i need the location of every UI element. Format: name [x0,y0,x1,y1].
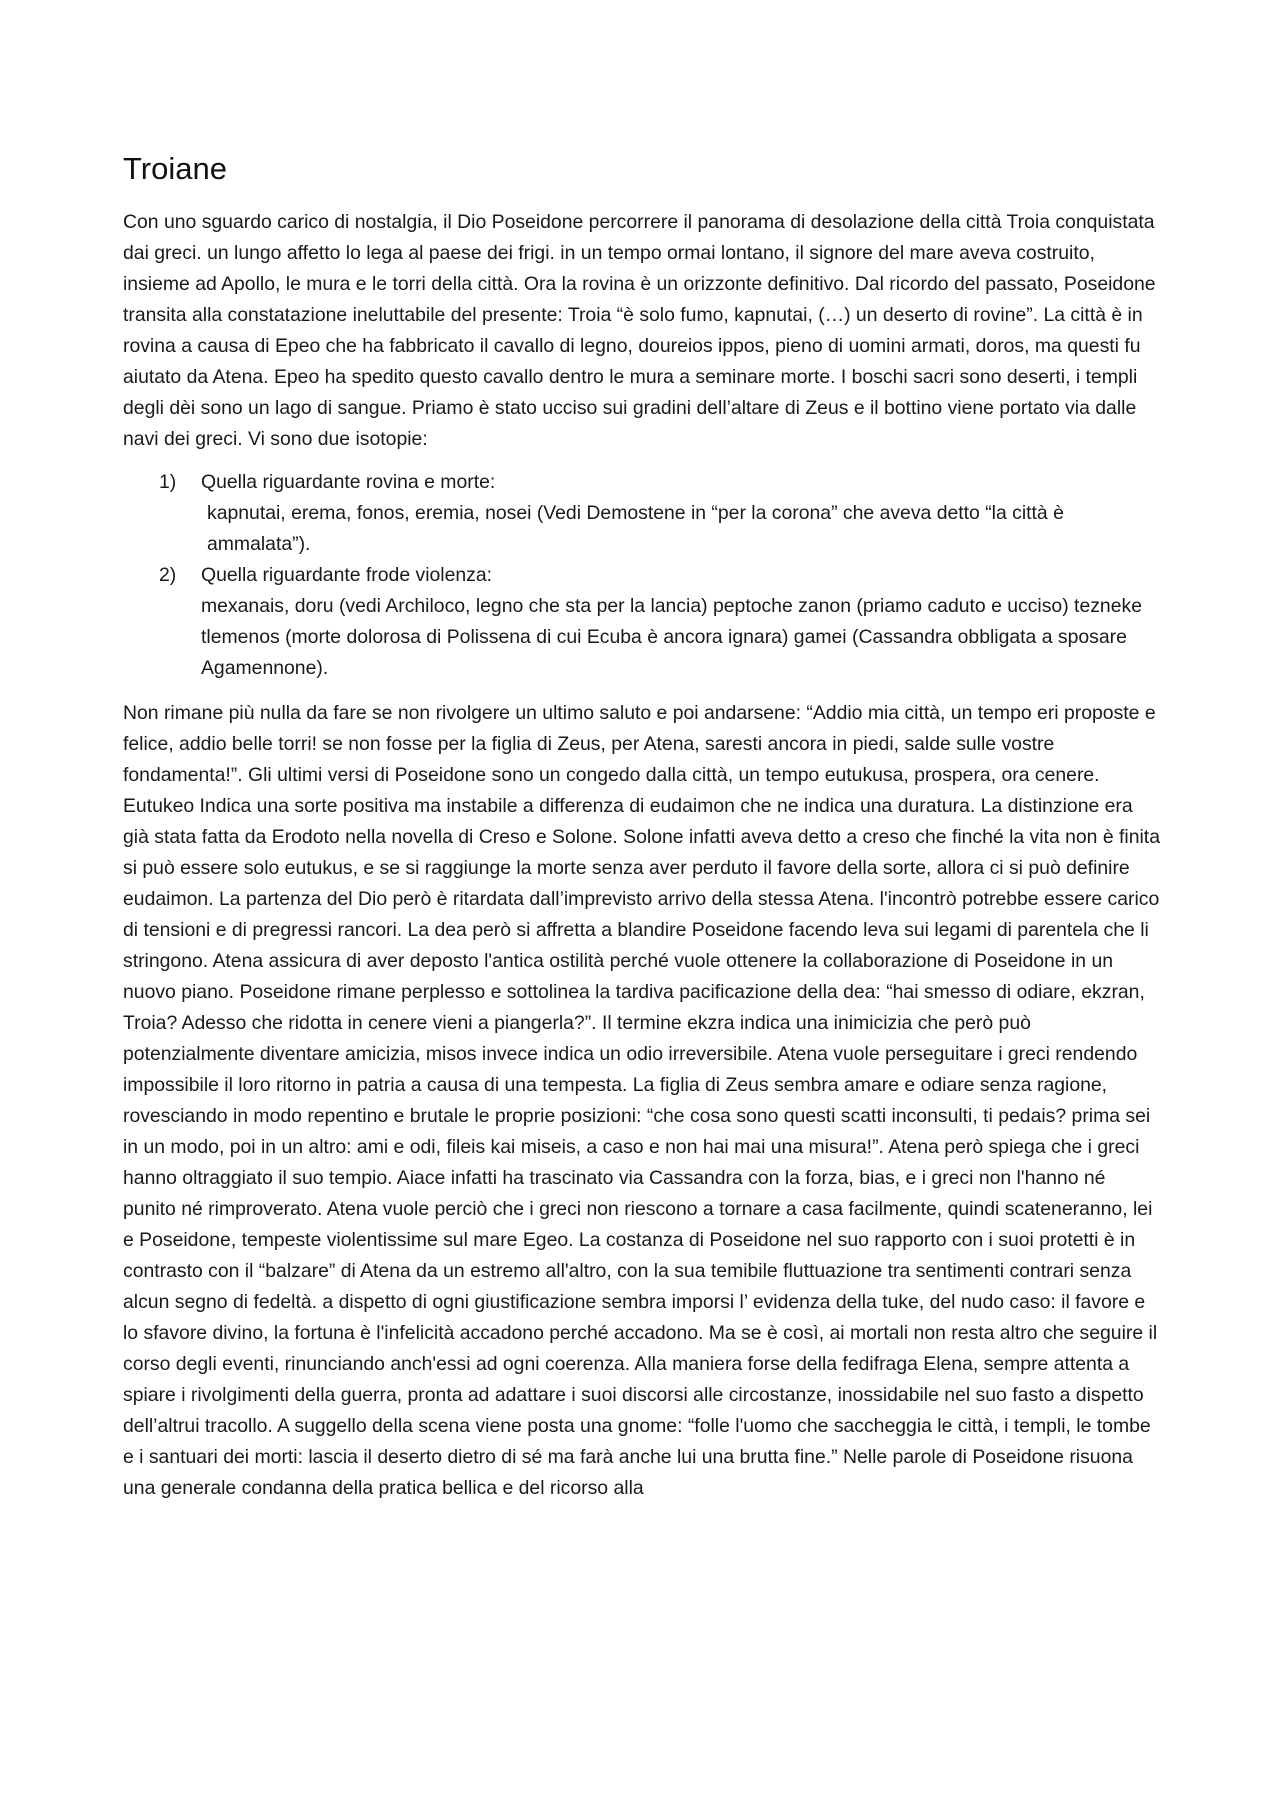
list-marker: 2) [159,564,177,587]
list-item [123,467,1163,560]
list-marker: 1) [159,471,177,494]
paragraph-main: Non rimane più nulla da fare se non rivolgere un ultimo saluto e poi andarsene: “Addio mia città, un tempo eri proposte e felice, addio belle torri! se non fosse per la figlia di Zeus, per Atena, saresti ancora in piedi, salde sulle vostre fondamenta!”. Gli ultimi versi di Poseidone sono un congedo dalla città, un tempo eutukusa, prospera, ora cenere. Eutukeo Indica una sorte positiva ma instabile a differenza di eudaimon che ne indica una duratura. La distinzione era già stata fatta da Erodoto nella novella di Creso e Solone. Solone infatti aveva detto a creso che finché la vita non è finita si può essere solo eutukus, e se si raggiunge la morte senza aver perduto il favore della sorte, allora ci si può definire eudaimon. La partenza del Dio però è ritardata dall’imprevisto arrivo della stessa Atena. l'incontrò potrebbe essere carico di tensioni e di pregressi rancori. La dea però si affretta a blandire Poseidone facendo leva sui legami di parentela che li stringono. Atena assicura di aver deposto l'antica ostilità perché vuole ottenere la collaborazione di Poseidone in un nuovo piano. Poseidone rimane perplesso e sottolinea la tardiva pacificazione della dea: “hai smesso di odiare, ekzran, Troia? Adesso che ridotta in cenere vieni a piangerla?”. Il termine ekzra indica una inimicizia che però può potenzialmente diventare amicizia, misos invece indica un odio irreversibile. Atena vuole perseguitare i greci rendendo impossibile il loro ritorno in patria a causa di una tempesta. La figlia di Zeus sembra amare e odiare senza ragione, rovesciando in modo repentino e brutale le proprie posizioni: “che cosa sono questi scatti inconsulti, ti pedais? prima sei in un modo, poi in un altro: ami e odi, fileis kai miseis, a caso e non hai mai una misura!”. Atena però spiega che i greci hanno oltraggiato il suo tempio. Aiace infatti ha trascinato via Cassandra con la forza, bias, e i greci non l'hanno né punito né rimproverato. Atena vuole perciò che i greci non riescono a tornare a casa facilmente, quindi scateneranno, lei e Poseidone, tempeste violentissime sul mare Egeo. La costanza di Poseidone nel suo rapporto con i suoi protetti è in contrasto con il “balzare” di Atena da un estremo all'altro, con la sua temibile fluttuazione tra sentimenti contrari senza alcun segno di fedeltà. a dispetto di ogni giustificazione sembra imporsi l’ evidenza della tuke, del nudo caso: il favore e lo sfavore divino, la fortuna è l'infelicità accadono perché accadono. Ma se è così, ai mortali non resta altro che seguire il corso degli eventi, rinunciando anch'essi ad ogni coerenza. Alla maniera forse della fedifraga Elena, sempre attenta a spiare i rivolgimenti della guerra, pronta ad adattare i suoi discorsi alle circostanze, inossidabile nel suo fasto a dispetto dell’altrui tracollo. A suggello della scena viene posta una gnome: “folle l'uomo che saccheggia le città, i templi, le tombe e i santuari dei morti: lascia il deserto dietro di sé ma farà anche lui una brutta fine.” Nelle parole di Poseidone risuona una generale condanna della pratica bellica e del ricorso alla [123,702,1160,1500]
document-body [123,150,1163,1504]
document-title: Troiane [123,151,227,186]
list-item [123,560,1163,684]
isotopie-list [123,467,1163,684]
list-item-detail: kapnutai, erema, fonos, eremia, nosei (Vedi Demostene in “per la corona” che aveva detto “la città è ammalata”). [207,502,1064,556]
list-item-heading: Quella riguardante rovina e morte: [201,471,496,494]
list-item-detail: mexanais, doru (vedi Archiloco, legno che sta per la lancia) peptoche zanon (priamo caduto e ucciso) tezneke tlemenos (morte dolorosa di Polissena di cui Ecuba è ancora ignara) gamei (Cassandra obbligata a sposare Agamennone). [201,595,1142,680]
paragraph-intro: Con uno sguardo carico di nostalgia, il Dio Poseidone percorrere il panorama di desolazione della città Troia conquistata dai greci. un lungo affetto lo lega al paese dei frigi. in un tempo ormai lontano, il signore del mare aveva costruito, insieme ad Apollo, le mura e le torri della città. Ora la rovina è un orizzonte definitivo. Dal ricordo del passato, Poseidone transita alla constatazione ineluttabile del presente: Troia “è solo fumo, kapnutai, (…) un deserto di rovine”. La città è in rovina a causa di Epeo che ha fabbricato il cavallo di legno, doureios ippos, pieno di uomini armati, doros, ma questi fu aiutato da Atena. Epeo ha spedito questo cavallo dentro le mura a seminare morte. I boschi sacri sono deserti, i templi degli dèi sono un lago di sangue. Priamo è stato ucciso sui gradini dell’altare di Zeus e il bottino viene portato via dalle navi dei greci. Vi sono due isotopie: [123,211,1156,451]
list-item-heading: Quella riguardante frode violenza: [201,564,493,587]
